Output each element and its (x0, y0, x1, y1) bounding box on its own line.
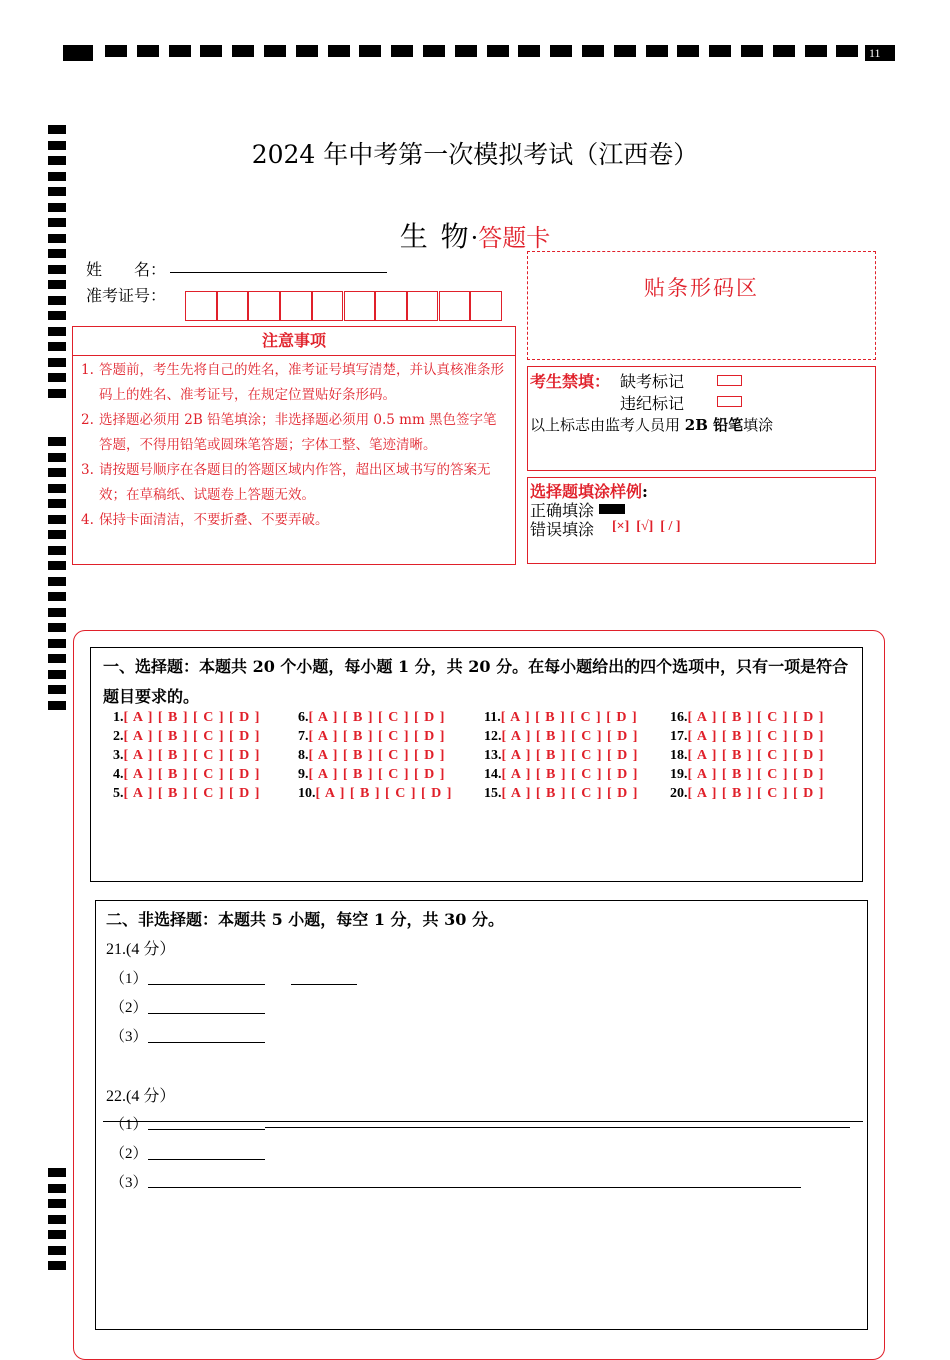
q22-sub1-label: （1） (110, 1117, 148, 1133)
timing-mark (677, 45, 699, 57)
notice-title: 注意事项 (72, 326, 516, 356)
question-number: 17. (670, 729, 688, 744)
timing-mark (48, 1230, 66, 1239)
timing-mark (48, 280, 66, 289)
timing-mark (709, 45, 731, 57)
question-number: 10. (298, 786, 316, 801)
question-number: 20. (670, 786, 688, 801)
q21-sub2-label: （2） (110, 1000, 148, 1016)
violation-label: 违纪标记 (620, 394, 685, 413)
timing-mark (487, 45, 509, 57)
question-number: 12. (484, 729, 502, 744)
subject-dot: · (470, 224, 479, 252)
correct-fill-sample (599, 504, 625, 514)
q22-sub1-answer-line[interactable] (148, 1129, 265, 1130)
section2-box (95, 900, 868, 1330)
timing-mark (48, 327, 66, 336)
question-number: 5. (113, 786, 124, 801)
absent-mark-box[interactable] (717, 375, 742, 386)
choice-question-row[interactable] (484, 710, 638, 726)
choice-options[interactable]: [ A ] [ B ] [ C ] [ D ] (687, 748, 825, 763)
choice-options[interactable]: [ A ] [ B ] [ C ] [ D ] (501, 729, 639, 744)
id-digit-cell[interactable] (312, 291, 344, 321)
timing-mark (48, 311, 66, 320)
choice-question-row[interactable] (298, 729, 445, 745)
timing-mark (582, 45, 604, 57)
question-number: 16. (670, 710, 688, 725)
timing-mark (48, 1184, 66, 1193)
choice-question-row[interactable] (670, 748, 824, 764)
question-number: 6. (298, 710, 309, 725)
timing-mark (805, 45, 827, 57)
choice-question-row[interactable] (670, 767, 824, 783)
wrong-fill-label: 错误填涂 (530, 520, 595, 539)
subject-heading (0, 215, 950, 255)
absent-label: 缺考标记 (620, 372, 685, 391)
timing-mark (48, 1261, 66, 1270)
id-digit-cell[interactable] (217, 291, 249, 321)
section1-heading-line2: 题目要求的。 (103, 687, 200, 706)
page-number: 11 (865, 45, 895, 61)
question-number: 18. (670, 748, 688, 763)
choice-question-row[interactable] (298, 710, 445, 726)
choice-question-row[interactable] (484, 748, 638, 764)
timing-mark (48, 484, 66, 493)
exam-title: 2024 年中考第一次模拟考试（江西卷） (251, 140, 699, 169)
timing-mark (391, 45, 413, 57)
name-label: 姓 名： (86, 260, 167, 279)
choice-question-row[interactable] (113, 729, 260, 745)
choice-question-row[interactable] (670, 786, 824, 802)
timing-mark (232, 45, 254, 57)
timing-mark (48, 592, 66, 601)
id-digit-cell[interactable] (439, 291, 471, 321)
choice-options[interactable]: [ A ] [ B ] [ C ] [ D ] (123, 767, 261, 782)
question-number: 13. (484, 748, 502, 763)
timing-mark (48, 172, 66, 181)
choice-question-row[interactable] (298, 786, 452, 802)
choice-options[interactable]: [ A ] [ B ] [ C ] [ D ] (687, 786, 825, 801)
choice-options[interactable]: [ A ] [ B ] [ C ] [ D ] (501, 786, 639, 801)
question-number: 11. (484, 710, 501, 725)
choice-question-row[interactable] (298, 748, 445, 764)
question-number: 19. (670, 767, 688, 782)
id-digit-cell[interactable] (185, 291, 217, 321)
timing-mark (48, 546, 66, 555)
timing-mark (48, 654, 66, 663)
q21-sub1-answer-line-b[interactable] (291, 984, 357, 985)
timing-mark (200, 45, 222, 57)
timing-mark (48, 389, 66, 398)
timing-mark (518, 45, 540, 57)
timing-mark (137, 45, 159, 57)
timing-mark (359, 45, 381, 57)
barcode-area (527, 251, 876, 360)
timing-mark (48, 701, 66, 710)
question-number: 14. (484, 767, 502, 782)
q22-sub1-answer-line-long[interactable] (265, 1127, 850, 1128)
timing-mark (48, 639, 66, 648)
question-22-label: 22.(4 分） (106, 1088, 176, 1105)
choice-options[interactable]: [ A ] [ B ] [ C ] [ D ] (687, 729, 825, 744)
question-number: 4. (113, 767, 124, 782)
timing-mark (48, 530, 66, 539)
choice-question-row[interactable] (484, 786, 638, 802)
choice-question-row[interactable] (113, 767, 260, 783)
q22-strike-line (103, 1121, 863, 1122)
timing-mark (48, 1215, 66, 1224)
choice-question-row[interactable] (484, 767, 638, 783)
answer-card-label: 答题卡 (478, 224, 551, 252)
violation-mark-box[interactable] (717, 396, 742, 407)
timing-mark (48, 358, 66, 367)
fill-example-title: 选择题填涂样例: (530, 482, 648, 501)
q22-sub3-answer-line[interactable] (148, 1187, 801, 1188)
question-21-label: 21.(4 分） (106, 941, 176, 958)
q21-sub1-label: （1） (110, 971, 148, 987)
id-digit-cell[interactable] (407, 291, 439, 321)
id-label: 准考证号： (86, 286, 167, 305)
q22-sub3-label: （3） (110, 1175, 148, 1191)
choice-options[interactable]: [ A ] [ B ] [ C ] [ D ] (308, 710, 446, 725)
timing-mark (296, 45, 318, 57)
question-number: 2. (113, 729, 124, 744)
forbidden-title: 考生禁填： (530, 372, 611, 391)
choice-question-row[interactable] (670, 710, 824, 726)
timing-mark (328, 45, 350, 57)
question-number: 9. (298, 767, 309, 782)
choice-options[interactable]: [ A ] [ B ] [ C ] [ D ] (501, 767, 639, 782)
choice-question-row[interactable] (113, 710, 260, 726)
timing-mark (48, 187, 66, 196)
timing-mark (48, 468, 66, 477)
timing-mark (48, 342, 66, 351)
question-number: 8. (298, 748, 309, 763)
choice-options[interactable]: [ A ] [ B ] [ C ] [ D ] (123, 710, 261, 725)
timing-mark (48, 499, 66, 508)
notice-item: 2. 选择题必须用 2B 铅笔填涂；非选择题必须用 0.5 mm 黑色签字笔答题，不得用铅笔或圆珠笔答题；字体工整、笔迹清晰。 (81, 412, 497, 453)
notice-item: 3. 请按题号顺序在各题目的答题区域内作答，超出区域书写的答案无效；在草稿纸、试题卷上答题无效。 (81, 462, 491, 503)
timing-mark (455, 45, 477, 57)
timing-mark (48, 1168, 66, 1177)
timing-mark (105, 45, 127, 57)
timing-mark (48, 1246, 66, 1255)
choice-options[interactable]: [ A ] [ B ] [ C ] [ D ] (500, 710, 638, 725)
timing-mark (48, 623, 66, 632)
q21-sub1-answer-line-a[interactable] (148, 984, 265, 985)
id-digit-cell[interactable] (280, 291, 312, 321)
timing-mark (48, 685, 66, 694)
choice-options[interactable]: [ A ] [ B ] [ C ] [ D ] (123, 786, 261, 801)
choice-question-row[interactable] (113, 748, 260, 764)
id-digit-cell[interactable] (344, 291, 376, 321)
timing-mark (48, 203, 66, 212)
barcode-area-label: 贴条形码区 (644, 276, 759, 300)
question-number: 1. (113, 710, 124, 725)
choice-options[interactable]: [ A ] [ B ] [ C ] [ D ] (687, 767, 825, 782)
subject-name: 生 物 (399, 220, 471, 253)
id-digit-cell[interactable] (248, 291, 280, 321)
timing-mark (741, 45, 763, 57)
fill-example-box (527, 477, 876, 564)
choice-question-row[interactable] (484, 729, 638, 745)
choice-question-row[interactable] (298, 767, 445, 783)
notice-box (72, 355, 516, 565)
timing-mark (423, 45, 445, 57)
timing-mark (614, 45, 636, 57)
section1-box (90, 647, 863, 882)
timing-mark (48, 561, 66, 570)
choice-question-row[interactable] (670, 729, 824, 745)
forbidden-note: 以上标志由监考人员用 2B 铅笔填涂 (530, 416, 774, 434)
id-digit-cell[interactable] (470, 291, 502, 321)
notice-item: 4. 保持卡面清洁，不要折叠、不要弄破。 (81, 512, 329, 528)
choice-options[interactable]: [ A ] [ B ] [ C ] [ D ] (687, 710, 825, 725)
timing-mark (646, 45, 668, 57)
question-number: 7. (298, 729, 309, 744)
timing-mark (48, 670, 66, 679)
notice-item: 1. 答题前，考生先将自己的姓名，准考证号填写清楚，并认真核准条形码上的姓名、准考证号，在规定位置贴好条形码。 (81, 362, 504, 403)
choice-options[interactable]: [ A ] [ B ] [ C ] [ D ] (123, 748, 261, 763)
forbidden-box (527, 366, 876, 471)
id-digit-cell[interactable] (375, 291, 407, 321)
choice-options[interactable]: [ A ] [ B ] [ C ] [ D ] (308, 729, 446, 744)
timing-mark (48, 515, 66, 524)
timing-mark (169, 45, 191, 57)
timing-mark (48, 265, 66, 274)
choice-options[interactable]: [ A ] [ B ] [ C ] [ D ] (315, 786, 453, 801)
choice-options[interactable]: [ A ] [ B ] [ C ] [ D ] (308, 748, 446, 763)
section2-heading: 二、非选择题：本题共 5 小题，每空 1 分，共 30 分。 (106, 910, 504, 929)
q22-sub2-answer-line[interactable] (148, 1159, 265, 1160)
q21-sub3-answer-line[interactable] (148, 1042, 265, 1043)
timing-mark (773, 45, 795, 57)
timing-mark (48, 125, 66, 134)
wrong-fill-samples: [×] [√] [ / ] (612, 519, 681, 534)
choice-options[interactable]: [ A ] [ B ] [ C ] [ D ] (501, 748, 639, 763)
choice-options[interactable]: [ A ] [ B ] [ C ] [ D ] (308, 767, 446, 782)
timing-mark (48, 1199, 66, 1208)
timing-mark (48, 453, 66, 462)
timing-mark (48, 296, 66, 305)
timing-mark (836, 45, 858, 57)
question-number: 3. (113, 748, 124, 763)
q21-sub3-label: （3） (110, 1029, 148, 1045)
q21-sub2-answer-line[interactable] (148, 1013, 265, 1014)
timing-mark (264, 45, 286, 57)
timing-mark (48, 577, 66, 586)
timing-mark (63, 45, 93, 61)
question-number: 15. (484, 786, 502, 801)
name-field[interactable] (170, 272, 387, 273)
q22-sub2-label: （2） (110, 1146, 148, 1162)
timing-mark (48, 373, 66, 382)
timing-mark (550, 45, 572, 57)
timing-mark (48, 608, 66, 617)
choice-options[interactable]: [ A ] [ B ] [ C ] [ D ] (123, 729, 261, 744)
correct-fill-label: 正确填涂 (530, 501, 595, 520)
section1-heading-line1: 一、选择题：本题共 20 个小题，每小题 1 分，共 20 分。在每小题给出的四个选项中，只有一项是符合 (103, 657, 849, 676)
choice-question-row[interactable] (113, 786, 260, 802)
timing-mark (48, 437, 66, 446)
